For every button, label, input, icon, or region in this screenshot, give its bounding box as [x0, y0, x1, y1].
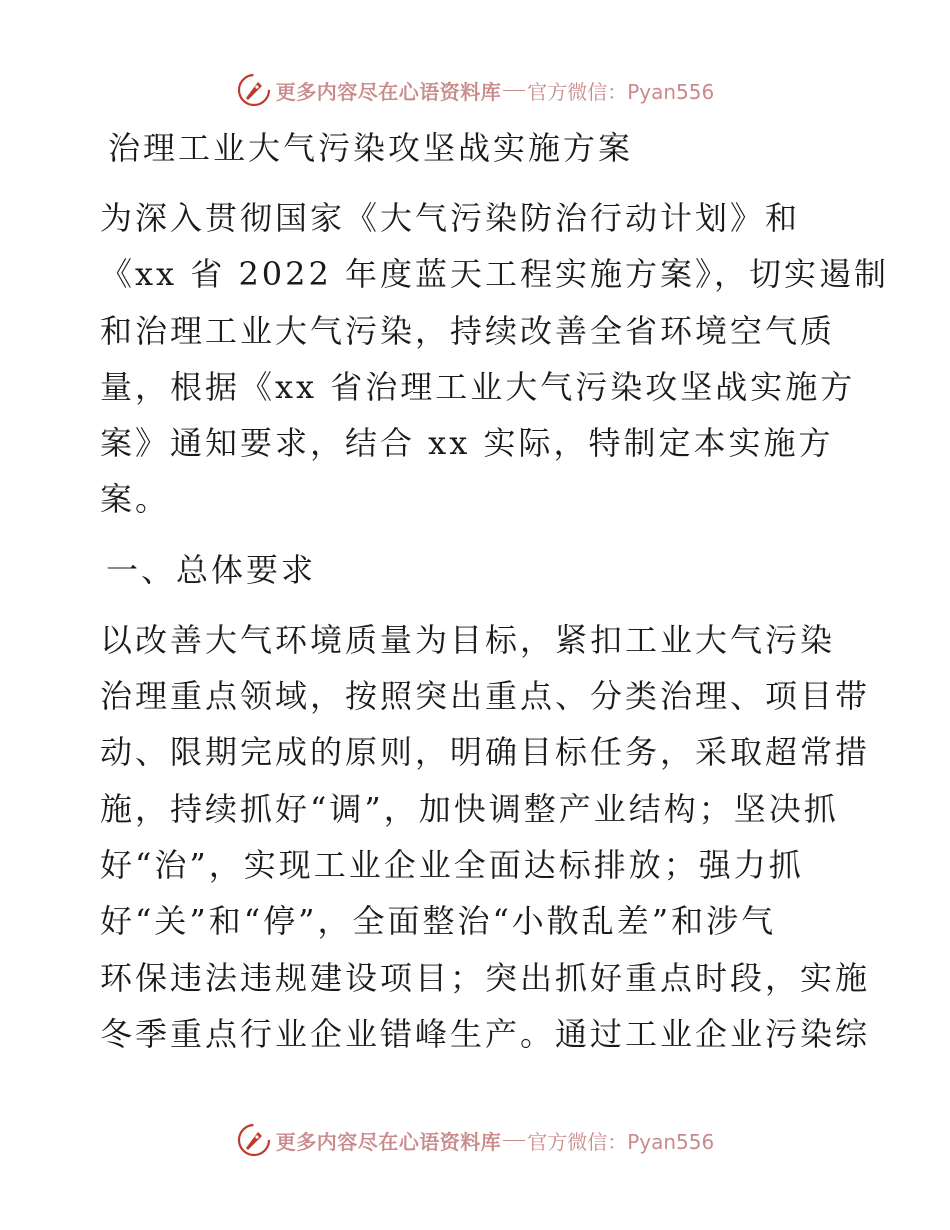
intro-line: 案。 [100, 480, 171, 519]
section-line: 冬季重点行业企业错峰生产。通过工业企业污染综 [100, 1014, 871, 1053]
banner-contact-text: 官方微信：Pyan556 [527, 79, 715, 104]
section-line: 治理重点领域，按照突出重点、分类治理、项目带 [100, 677, 871, 716]
banner-contact-text: 官方微信：Pyan556 [527, 1129, 715, 1154]
header-banner [0, 70, 950, 110]
intro-line: 量，根据《xx 省治理工业大气污染攻坚战实施方 [100, 367, 856, 406]
banner-dash [503, 90, 525, 91]
intro-line: 和治理工业大气污染，持续改善全省环境空气质 [100, 311, 836, 350]
document-title: 治理工业大气污染攻坚战实施方案 [108, 129, 634, 167]
footer-banner [0, 1120, 950, 1160]
intro-line: 案》通知要求，结合 xx 实际，特制定本实施方 [100, 424, 834, 463]
section-line: 环保违法违规建设项目；突出抓好重点时段，实施 [100, 958, 871, 997]
banner-brand-text: 更多内容尽在心语资料库 [275, 1129, 502, 1154]
banner-dash [503, 1140, 525, 1141]
pen-nib-logo-icon [236, 72, 272, 108]
section-line: 动、限期完成的原则，明确目标任务，采取超常措 [100, 733, 871, 772]
section-line: 好“治”，实现工业企业全面达标排放；强力抓 [100, 845, 804, 884]
section-line: 以改善大气环境质量为目标，紧扣工业大气污染 [100, 620, 836, 659]
pen-nib-logo-icon [236, 1122, 272, 1158]
section-1-paragraph [100, 612, 871, 1062]
section-line: 施，持续抓好“调”，加快调整产业结构；坚决抓 [100, 789, 839, 828]
intro-paragraph [100, 190, 890, 528]
document-body [100, 120, 890, 1076]
banner-brand-text: 更多内容尽在心语资料库 [275, 79, 502, 104]
section-line: 好“关”和“停”，全面整治“小散乱差”和涉气 [100, 902, 777, 941]
section-heading: 一、总体要求 [106, 550, 317, 589]
intro-line: 为深入贯彻国家《大气污染防治行动计划》和 [100, 199, 801, 237]
intro-line: 《xx 省 2022 年度蓝天工程实施方案》，切实遏制 [100, 255, 890, 294]
